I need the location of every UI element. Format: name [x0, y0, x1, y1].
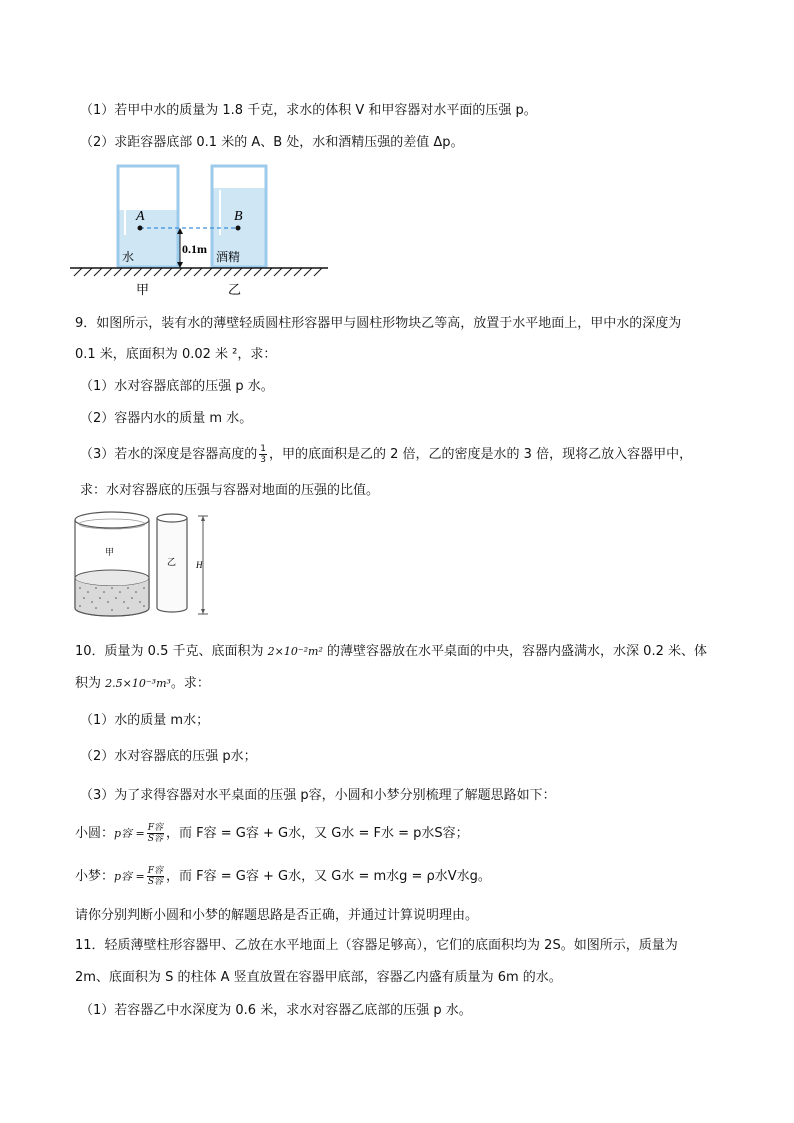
label-A: A	[136, 209, 145, 224]
alcohol-label: 酒精	[216, 250, 241, 264]
q10-part1: （1）水的质量 m水；	[80, 713, 210, 728]
q10-part2: （2）水对容器底的压强 p水；	[80, 749, 257, 764]
q11-part1: （1）若容器乙中水深度为 0.6 米，求水对容器乙底部的压强 p 水。	[80, 1003, 472, 1018]
q10-stem-line2: 积为 2.5×10⁻³m³。求：	[75, 676, 210, 691]
q9-part2: （2）容器内水的质量 m 水。	[80, 411, 253, 426]
point-A	[138, 226, 143, 231]
xiaomeng-line: 小梦：p容 = $\frac{\text{F容}}{\text{S容}}$ ，而 F容 = G容 + G水，又 G水 = m水g = ρ水V水g。	[75, 866, 491, 887]
label-B: B	[234, 209, 243, 224]
label-yi-9: 乙	[167, 557, 177, 567]
height-label: 0.1m	[182, 242, 207, 256]
water-label: 水	[122, 250, 135, 264]
q8-part1: （1）若甲中水的质量为 1.8 千克，求水的体积 V 和甲容器对水平面的压强 p。	[80, 103, 537, 118]
q10-stem-line1: 10．质量为 0.5 千克、底面积为 2×10⁻²m² 的薄壁容器放在水平桌面的中央，容器内盛满水，水深 0.2 米、体	[75, 644, 707, 659]
q9-part1: （1）水对容器底部的压强 p 水。	[80, 379, 274, 394]
q8-figure	[60, 160, 340, 300]
q10-part3: （3）为了求得容器对水平桌面的压强 p容，小圆和小梦分别梳理了解题思路如下：	[80, 788, 556, 803]
q9-part3-line2: 求：水对容器底的压强与容器对地面的压强的比值。	[80, 483, 380, 498]
q9-part3: （3）若水的深度是容器高度的 $\frac{1}{3}$ ，甲的底面积是乙的 2 倍，乙的密度是水的 3 倍，现将乙放入容器甲中，	[80, 444, 693, 465]
q11-stem-line1: 11．轻质薄壁柱形容器甲、乙放在水平地面上（容器足够高），它们的底面积均为 2S。如图所示，质量为	[75, 938, 678, 953]
label-jia-9: 甲	[105, 547, 115, 557]
label-H: H	[196, 560, 203, 570]
q8-part2: （2）求距容器底部 0.1 米的 A、B 处，水和酒精压强的差值 Δp。	[80, 135, 464, 150]
cylinder-jia	[75, 512, 149, 616]
q10-conclusion: 请你分别判断小圆和小梦的解题思路是否正确，并通过计算说明理由。	[75, 908, 479, 923]
xiaoyuan-line: 小圆：p容 = $\frac{\text{F容}}{\text{S容}}$ ，而 F容 = G容 + G水，又 G水 = F水 = p水S容；	[75, 823, 469, 844]
fraction-one-third: $\frac{1}{3}$	[260, 444, 267, 465]
q9-figure	[70, 510, 220, 630]
label-jia: 甲	[136, 282, 150, 297]
q11-stem-line2: 2m、底面积为 S 的柱体 A 竖直放置在容器甲底部，容器乙内盛有质量为 6m 的水。	[75, 970, 562, 985]
point-B	[236, 226, 241, 231]
q9-stem-line2: 0.1 米，底面积为 0.02 米 ²，求：	[75, 347, 277, 362]
q9-stem-line1: 9．如图所示，装有水的薄壁轻质圆柱形容器甲与圆柱形物块乙等高，放置于水平地面上，甲中水的深度为	[75, 316, 682, 331]
label-yi: 乙	[228, 282, 242, 297]
